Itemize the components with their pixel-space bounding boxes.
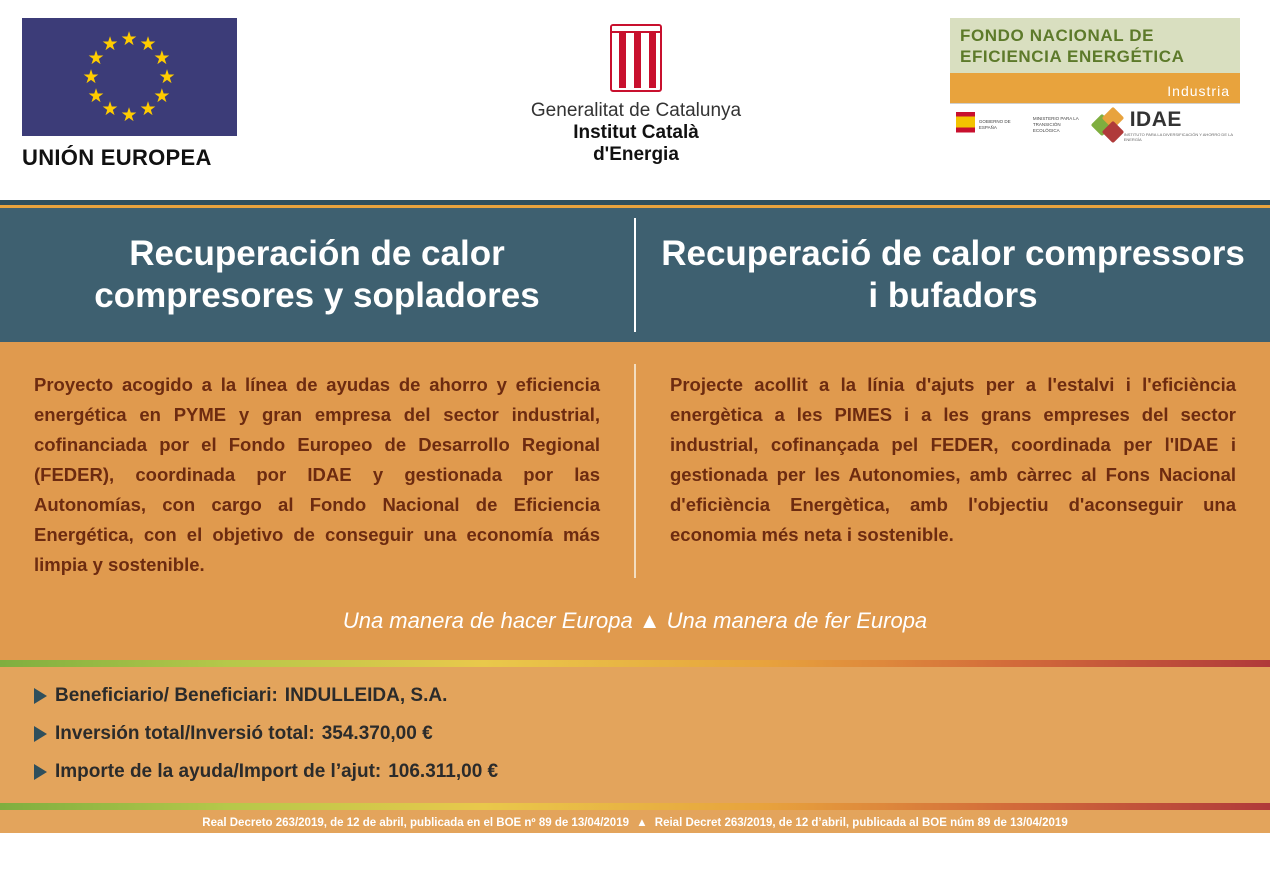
footer-text-ca: Reial Decret 263/2019, de 12 d’abril, publicada al BOE núm 89 de 13/04/2019 xyxy=(654,817,1068,829)
ministerio-label: MINISTERIO PARA LA TRANSICIÓN ECOLÓGICA xyxy=(1032,115,1079,133)
generalitat-line1: Generalitat de Catalunya xyxy=(530,100,742,121)
title-es: Recuperación de calor compresores y sopladores xyxy=(94,234,540,315)
beneficiary-value: INDULLEIDA, S.A. xyxy=(284,685,448,706)
title-ca: Recuperació de calor compressors i bufadors xyxy=(661,234,1245,315)
list-item xyxy=(34,685,1270,707)
grant-label: Importe de la ayuda/Import de l’ajut: xyxy=(55,761,382,782)
generalitat-line3: d'Energia xyxy=(593,144,679,165)
title-band xyxy=(0,208,1270,342)
grant-value: 106.311,00 € xyxy=(388,761,499,782)
gobierno-label: GOBIERNO DE ESPAÑA xyxy=(978,118,1011,130)
body-text-ca: Projecte acollit a la línia d'ajuts per a l'estalvi i l'eficiència energètica a les PIMES i a les grans empreses del sector industrial, cofinançada pel FEDER, coordinada per l'IDAE i gestionada per les Autonomies, amb càrrec al Fons Nacional d'eficiència Energètica, amb l'objectiu d'aconseguir una economia més neta i sostenible. xyxy=(670,374,1236,545)
catalonia-shield-icon xyxy=(610,24,662,92)
fnee-title-block xyxy=(950,18,1240,73)
idae-label: IDAE xyxy=(1129,107,1182,131)
spain-coat-of-arms-icon xyxy=(956,112,975,138)
rule-gradient-bottom xyxy=(0,803,1270,810)
eu-star-icon: ★ xyxy=(120,28,138,50)
eu-star-icon: ★ xyxy=(120,104,138,126)
eu-star-icon: ★ xyxy=(101,33,119,55)
header-logos xyxy=(0,0,1270,200)
eu-star-icon: ★ xyxy=(153,47,171,69)
fnee-divider xyxy=(950,73,1240,83)
details-list xyxy=(0,667,1270,803)
list-item xyxy=(34,723,1270,745)
eu-star-icon: ★ xyxy=(82,66,100,88)
eu-star-icon: ★ xyxy=(139,99,157,121)
fnee-logo xyxy=(950,18,1240,145)
fnee-sector-label: Industria xyxy=(950,83,1240,103)
footer-separator-icon: ▲ xyxy=(636,817,648,829)
slogan: Una manera de hacer Europa ▲ Una manera de fer Europa xyxy=(0,586,1270,660)
beneficiary-label: Beneficiario/ Beneficiari: xyxy=(55,685,278,706)
rule-gradient xyxy=(0,660,1270,667)
triangle-bullet-icon xyxy=(34,764,47,780)
investment-value: 354.370,00 € xyxy=(321,723,433,744)
eu-flag-icon xyxy=(22,18,237,136)
idae-hexagon-icon xyxy=(1094,110,1123,140)
eu-logo-label: UNIÓN EUROPEA xyxy=(22,145,212,170)
fnee-line2: EFICIENCIA ENERGÉTICA xyxy=(960,47,1185,66)
list-item xyxy=(34,761,1270,783)
triangle-bullet-icon xyxy=(34,726,47,742)
generalitat-line2: Institut Català xyxy=(573,122,699,143)
eu-star-icon: ★ xyxy=(139,33,157,55)
generalitat-logo xyxy=(322,18,950,166)
eu-star-icon: ★ xyxy=(101,99,119,121)
legal-footer xyxy=(0,810,1270,833)
footer-text-es: Real Decreto 263/2019, de 12 de abril, publicada en el BOE nº 89 de 13/04/2019 xyxy=(202,817,629,829)
eu-star-icon: ★ xyxy=(87,47,105,69)
triangle-bullet-icon xyxy=(34,688,47,704)
body-band xyxy=(0,342,1270,586)
eu-star-icon: ★ xyxy=(158,66,176,88)
fnee-line1: FONDO NACIONAL DE xyxy=(960,26,1155,45)
idae-sublabel: INSTITUTO PARA LA DIVERSIFICACIÓN Y AHORRO DE LA ENERGÍA xyxy=(1123,131,1233,142)
eu-star-icon: ★ xyxy=(153,85,171,107)
body-text-es: Proyecto acogido a la línea de ayudas de ahorro y eficiencia energética en PYME y gran empresa del sector industrial, cofinanciada por el Fondo Europeo de Desarrollo Regional (FEDER), coordinada por IDAE y gestionada por las Autonomías, con cargo al Fondo Nacional de Eficiencia Energética, con el objetivo de conseguir una economía más limpia y sostenible. xyxy=(34,374,600,575)
eu-logo xyxy=(22,18,322,171)
fnee-institutions-row xyxy=(950,103,1240,145)
eu-star-icon: ★ xyxy=(87,85,105,107)
investment-label: Inversión total/Inversió total: xyxy=(55,723,315,744)
